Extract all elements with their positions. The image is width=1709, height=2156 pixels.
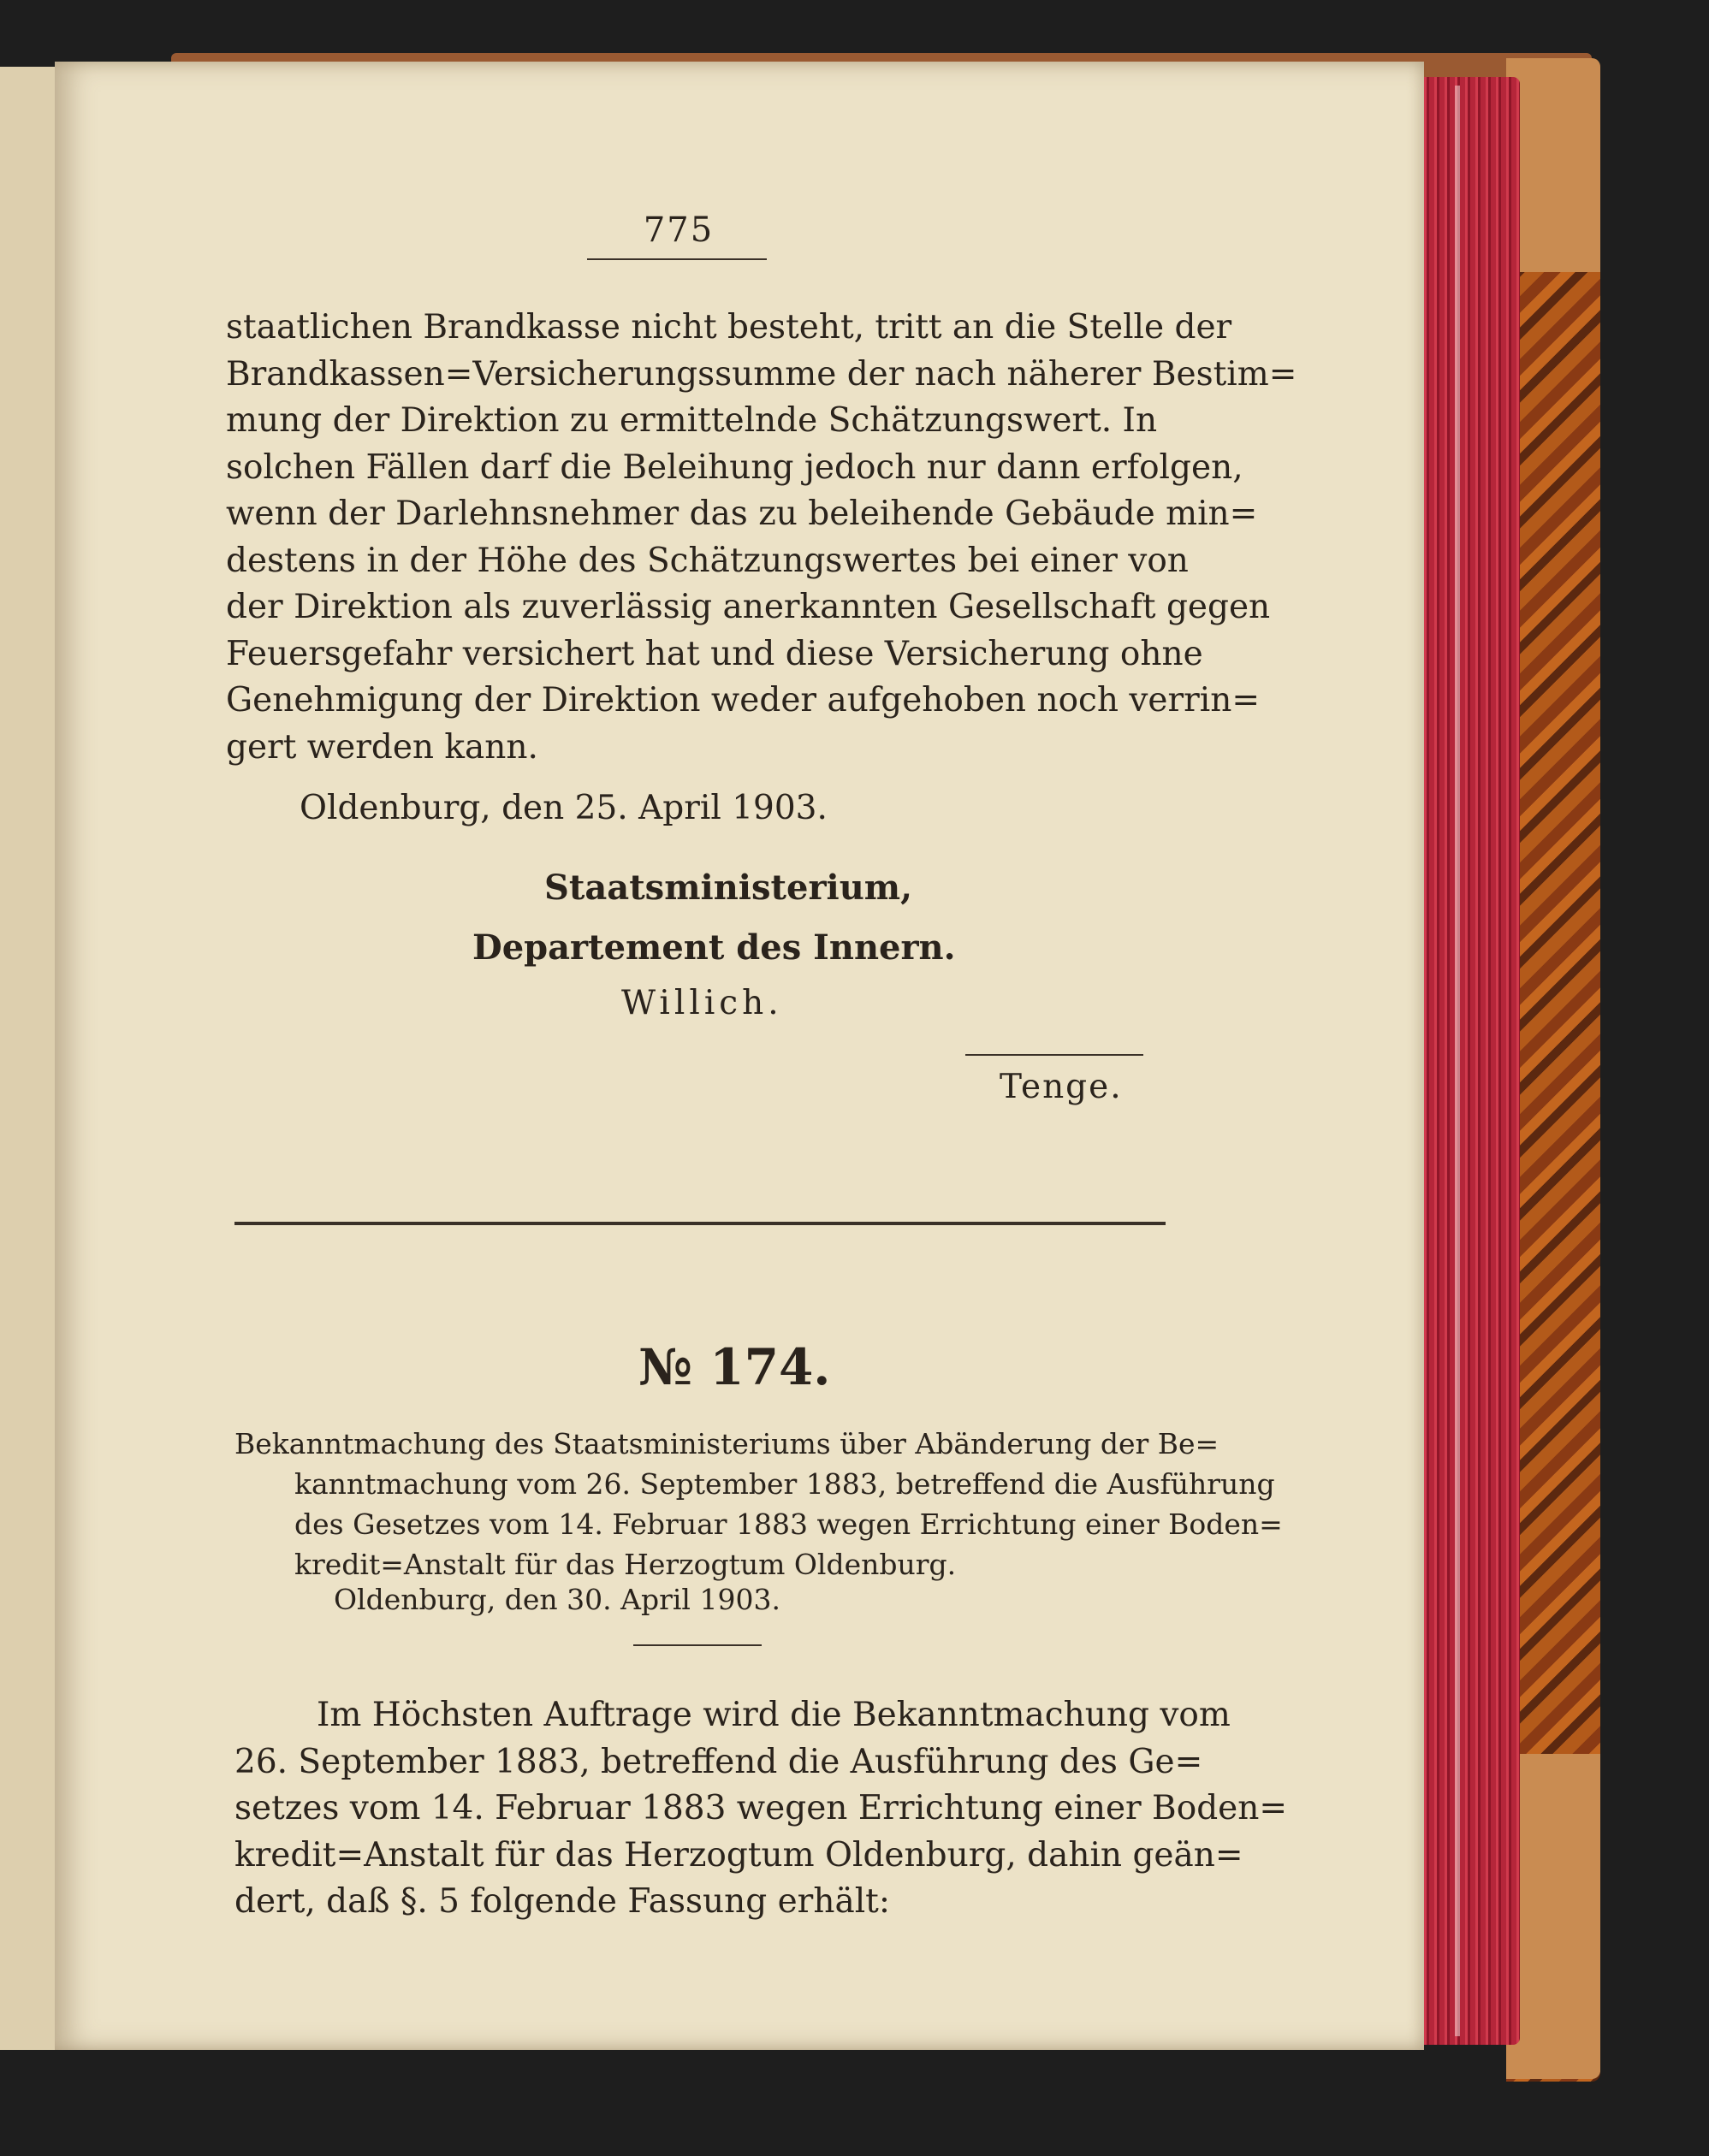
title-line: kanntmachung vom 26. September 1883, betreffend die Ausführung [294,1467,1275,1501]
text-line: kredit=Anstalt für das Herzogtum Oldenburg, dahin geän= [234,1835,1243,1875]
text-line: dert, daß §. 5 folgende Fassung erhält: [234,1882,890,1921]
upper-paragraph [226,305,1297,771]
text-line: destens in der Höhe des Schätzungswertes bei einer von [226,541,1189,580]
page-edge-highlight [1455,86,1460,2036]
announcement-number: № 174. [638,1338,831,1396]
text-line: wenn der Darlehnsnehmer das zu beleihende Gebäude min= [226,495,1258,533]
text-line: gert werden kann. [226,727,538,767]
department-name: Departement des Innern. [472,927,956,968]
signatory-name: Willich. [621,984,783,1022]
text-line: 26. September 1883, betreffend die Ausführung des Ge= [234,1742,1203,1781]
ministry-name: Staatsministerium, [544,868,913,908]
text-line: setzes vom 14. Februar 1883 wegen Errichtung einer Boden= [234,1789,1288,1827]
header-rule [587,258,767,260]
text-line: Feuersgefahr versichert hat und diese Versicherung ohne [226,634,1203,673]
place-date: Oldenburg, den 25. April 1903. [300,789,828,827]
page-number: 775 [643,210,715,250]
title-line: des Gesetzes vom 14. Februar 1883 wegen Errichtung einer Boden= [294,1507,1283,1541]
text-line: mung der Direktion zu ermittelnde Schätzungswert. In [226,401,1158,440]
page-edges-red [1419,77,1520,2045]
announcement-date: Oldenburg, den 30. April 1903. [334,1583,780,1616]
text-line: solchen Fällen darf die Beleihung jedoch nur dann erfolgen, [226,447,1243,487]
facing-page-edge [0,67,62,2050]
book-cover-corner-top [1506,58,1600,272]
title-line: Bekanntmachung des Staatsministeriums über Abänderung der Be= [234,1427,1219,1460]
section-divider [234,1222,1166,1225]
title-line: kredit=Anstalt für das Herzogtum Oldenburg. [294,1548,957,1581]
text-line: Genehmigung der Direktion weder aufgehoben noch verrin= [226,681,1261,720]
text-line: der Direktion als zuverlässig anerkannten Gesellschaft gegen [226,588,1271,626]
announcement-rule [633,1644,762,1646]
text-line: Brandkassen=Versicherungssumme der nach näherer Bestim= [226,354,1297,394]
lower-paragraph [234,1692,1288,1926]
countersign-rule [965,1054,1143,1056]
announcement-title [234,1424,1283,1584]
countersignatory-name: Tenge. [1000,1068,1123,1106]
book-cover-corner-bottom [1506,1754,1600,2079]
text-line: staatlichen Brandkasse nicht besteht, tritt an die Stelle der [226,308,1232,346]
text-line: Im Höchsten Auftrage wird die Bekanntmachung vom [317,1696,1231,1734]
